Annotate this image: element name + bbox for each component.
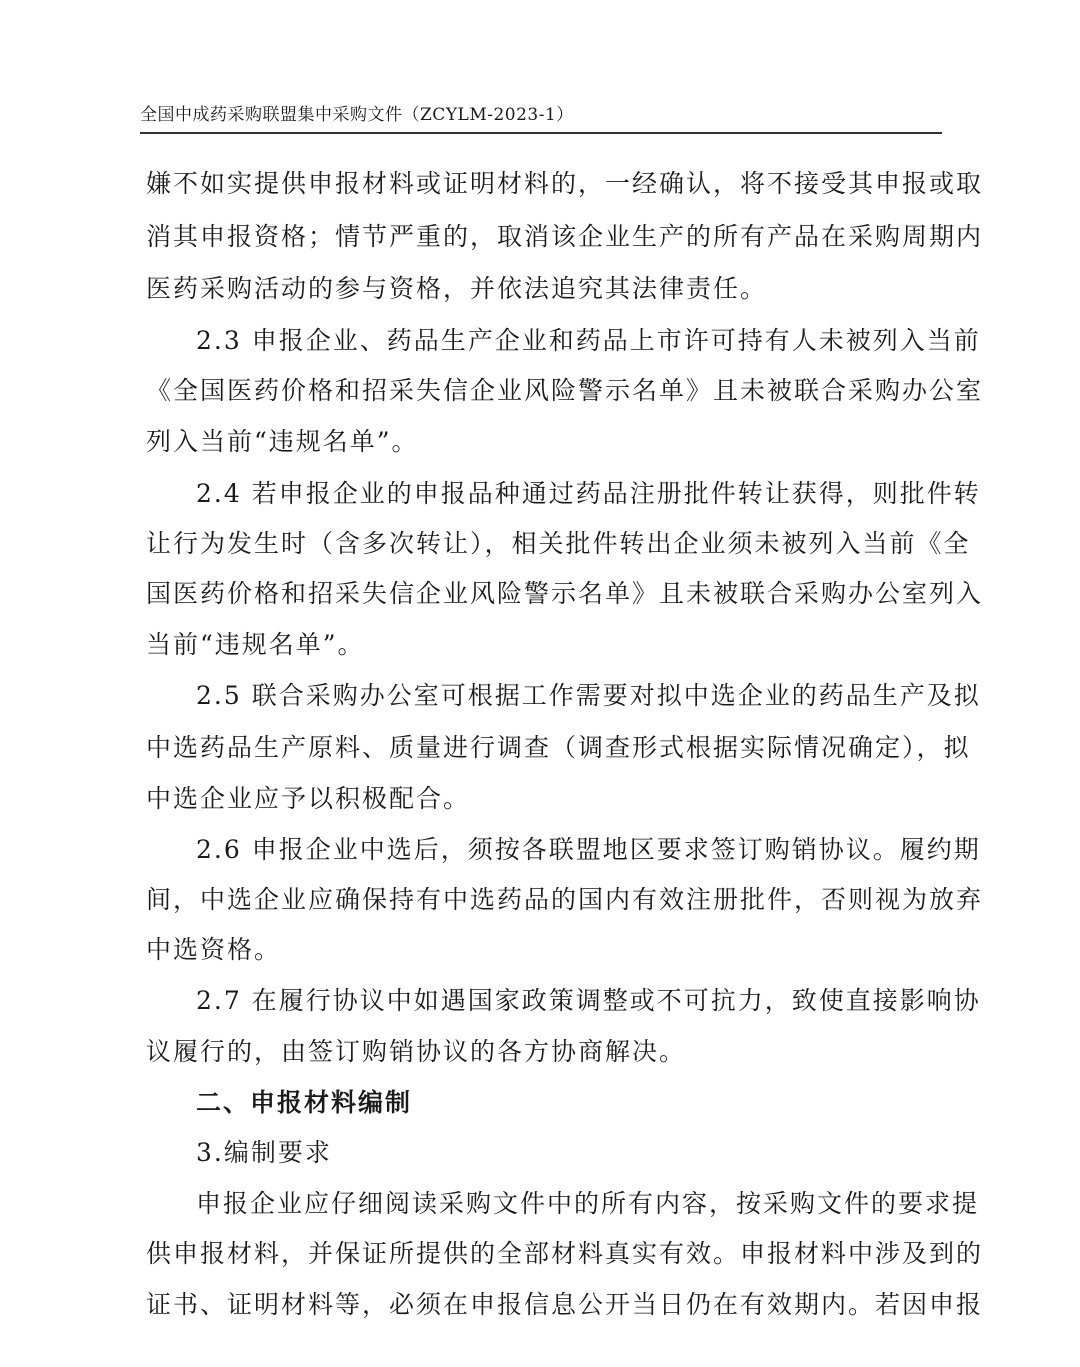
body-line: 列入当前“违规名单”。 (146, 427, 419, 456)
body-line: 供申报材料，并保证所提供的全部材料真实有效。申报材料中涉及到的 (146, 1239, 984, 1268)
body-line: 申报企业应仔细阅读采购文件中的所有内容，按采购文件的要求提 (196, 1189, 980, 1218)
section-heading: 二、申报材料编制 (196, 1088, 413, 1117)
body-line: 中选药品生产原料、质量进行调查（调查形式根据实际情况确定），拟 (146, 733, 971, 762)
body-line: 让行为发生时（含多次转让），相关批件转出企业须未被列入当前《全 (146, 529, 971, 558)
body-line: 嫌不如实提供申报材料或证明材料的，一经确认，将不接受其申报或取 (146, 169, 984, 198)
body-line: 国医药价格和招采失信企业风险警示名单》且未被联合采购办公室列入 (146, 579, 984, 608)
document-title: 全国中成药采购联盟集中采购文件（ZCYLM-2023-1） (140, 105, 574, 125)
clause-2-3-line: 2.3 申报企业、药品生产企业和药品上市许可持有人未被列入当前 (196, 326, 981, 355)
subsection-heading: 3.编制要求 (196, 1138, 332, 1167)
body-line: 《全国医药价格和招采失信企业风险警示名单》且未被联合采购办公室 (146, 376, 984, 405)
body-line: 间，中选企业应确保持有中选药品的国内有效注册批件，否则视为放弃 (146, 885, 984, 914)
page-header (140, 96, 942, 134)
body-line: 议履行的，由签订购销协议的各方协商解决。 (146, 1037, 687, 1066)
clause-2-6-line: 2.6 申报企业中选后，须按各联盟地区要求签订购销协议。履约期 (196, 835, 981, 864)
body-line: 中选企业应予以积极配合。 (146, 784, 471, 813)
body-line: 证书、证明材料等，必须在申报信息公开当日仍在有效期内。若因申报 (146, 1290, 984, 1319)
body-line: 中选资格。 (146, 935, 282, 964)
clause-2-7-line: 2.7 在履行协议中如遇国家政策调整或不可抗力，致使直接影响协 (196, 986, 981, 1015)
body-line: 当前“违规名单”。 (146, 630, 365, 659)
body-line: 消其申报资格；情节严重的，取消该企业生产的所有产品在采购周期内 (146, 222, 984, 251)
clause-2-4-line: 2.4 若申报企业的申报品种通过药品注册批件转让获得，则批件转 (196, 479, 981, 508)
clause-2-5-line: 2.5 联合采购办公室可根据工作需要对拟中选企业的药品生产及拟 (196, 681, 981, 710)
body-line: 医药采购活动的参与资格，并依法追究其法律责任。 (146, 274, 768, 303)
